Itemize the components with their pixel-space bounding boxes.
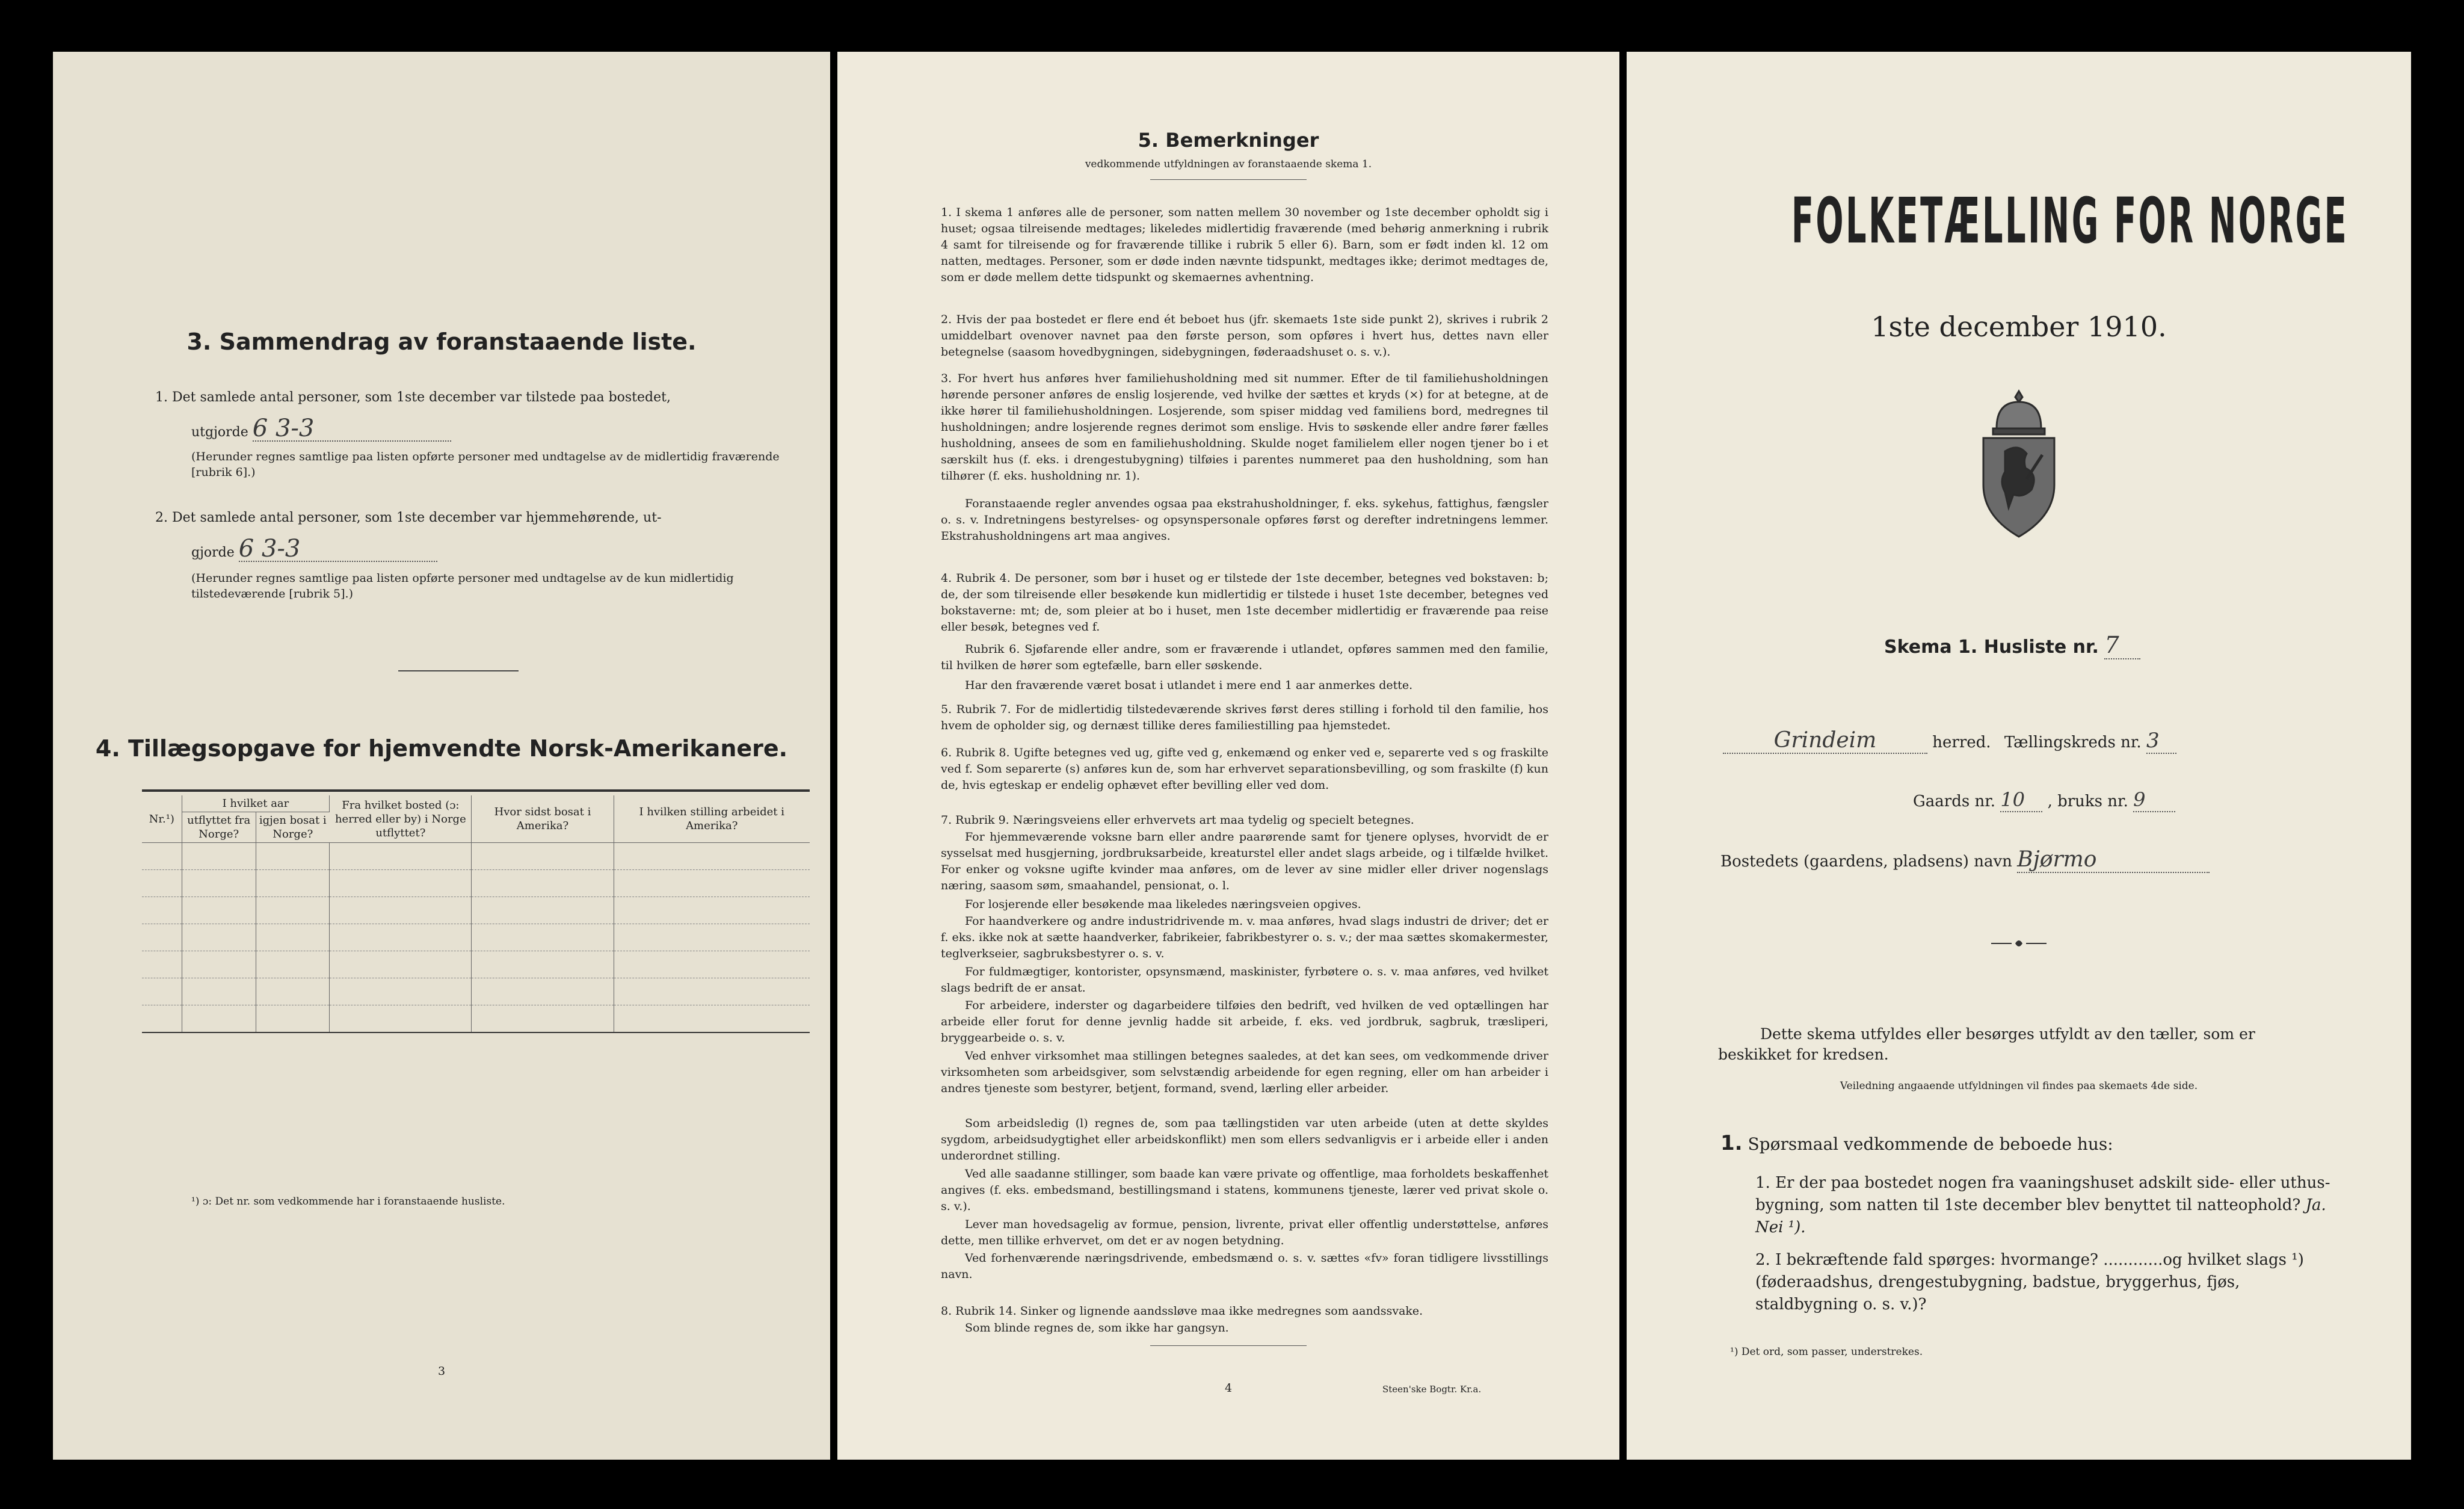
summary-item-2-line: [191, 537, 437, 562]
remarks-subtitle: vedkommende utfyldningen av foranstaaende skema 1.: [1085, 158, 1372, 170]
printer-imprint: Steen'ske Bogtr. Kr.a.: [1382, 1384, 1482, 1395]
herred-value: Grindeim: [1723, 728, 1927, 754]
husliste-number: 7: [2104, 632, 2140, 659]
table-row: [142, 924, 810, 951]
question-1: [1755, 1172, 2333, 1239]
herred-label: herred.: [1932, 733, 1991, 751]
divider: [398, 670, 519, 671]
veiledning-text: Veiledning angaaende utfyldningen vil findes paa skemaets 4de side.: [1840, 1080, 2198, 1092]
summary-item-1-note: (Herunder regnes samtlige paa listen opførte personer med undtagelse av de midlertidig fraværende [rubrik 6].): [191, 450, 780, 479]
col-year: I hvilket aar: [182, 795, 330, 812]
remark-1: 1. I skema 1 anføres alle de personer, som natten mellem 30 november og 1ste december opholdt sig i huset; ogsaa tilreisende medtages; likeledes midlertidig fraværende (med behørig anmerkning i rubrik 4 samt for tilreisende og for fraværende tillike i rubrik 5 eller 6). Barn, som er født inden kl. 12 om natten, medtages. Personer, som er døde inden nævnte tidspunkt, medtages ikke; derimot medtages de, som er døde mellem dette tidspunkt og skemaernes avhentning.: [941, 206, 1548, 284]
remark-7: 7. Rubrik 9. Næringsveiens eller erhvervets art maa tydelig og specielt betegnes.: [941, 813, 1414, 827]
remark-2: 2. Hvis der paa bostedet er flere end ét beboet hus (jfr. skemaets 1ste side punkt 2), skrives i rubrik 2 umiddelbart ovenover navnet paa den første person, som opføres i hvert hus, dettes navn eller betegnelse (saasom hovedbygningen, sidebygningen, føderaadshuset o. s. v.).: [941, 313, 1548, 359]
divider: [1150, 1345, 1307, 1346]
herred-line: [1723, 728, 2176, 754]
table-row: [142, 1005, 810, 1033]
page-4: [837, 52, 1619, 1460]
census-title-wrap: [1627, 184, 2411, 258]
gaard-line: [1913, 788, 2175, 812]
title-page: [1627, 52, 2411, 1460]
ornament-icon: [1989, 936, 2049, 951]
norway-coat-of-arms-icon: [1975, 389, 2063, 539]
footnote: ¹) ɔ: Det nr. som vedkommende har i foranstaaende husliste.: [191, 1196, 505, 1208]
col-returned: igjen bosat i Norge?: [256, 812, 330, 843]
skema-label: Skema 1. Husliste nr.: [1884, 637, 2099, 658]
intro-text: Dette skema utfyldes eller besørges utfyldt av den tæller, som er beskikket for kredsen.: [1718, 1025, 2255, 1063]
col-occupation: I hvilken stilling arbeidet i Amerika?: [614, 795, 810, 843]
remark-8: 8. Rubrik 14. Sinker og lignende aandssløve maa ikke medregnes som aandssvake.: [941, 1304, 1423, 1318]
norwegian-american-table: [142, 795, 810, 1033]
table-top-rule: [142, 789, 810, 792]
remark-3: 3. For hvert hus anføres hver familiehusholdning med sit nummer. Efter de til familiehusholdningen hørende personer anføres de enslig losjerende, ved hvilke der sættes et kryds (×) for at betegne, at de ikke hører til familiehusholdningen. Losjerende, som spiser middag ved familiens bord, medregnes til husholdningen; andre losjerende regnes derimot som enslige. Hvis to søskende eller andre fører fælles husholdning, ansees de som en familiehusholdning. Skulde noget familielem eller nogen tjener bo i et særskilt hus (f. eks. i drengestubygning) tilføies i parentes nummeret paa den husholdning, som han tilhører (f. eks. husholdning nr. 1).: [941, 372, 1548, 483]
bosted-line: [1720, 847, 2210, 873]
krets-label: Tællingskreds nr.: [2004, 733, 2142, 751]
summary-item-1-line: [191, 416, 451, 442]
bosted-label: Bostedets (gaardens, pladsens) navn: [1720, 853, 2012, 871]
summary-item-1: 1. Det samlede antal personer, som 1ste december var tilstede paa bostedet,: [155, 390, 671, 405]
table-row: [142, 843, 810, 870]
gaard-value: 10: [2000, 788, 2042, 812]
census-title: FOLKETÆLLING FOR NORGE: [1791, 184, 2349, 258]
footnote: ¹) Det ord, som passer, understrekes.: [1730, 1346, 1923, 1358]
table-row: [142, 870, 810, 897]
bruk-value: 9: [2133, 788, 2175, 812]
summary-item-1-value: 6 3-3: [253, 416, 451, 442]
remark-7i: Lever man hovedsagelig av formue, pension, livrente, privat eller offentlig understøttelse, anføres dette, men tillike erhvervet, om det er av nogen betydning.: [941, 1218, 1548, 1247]
remarks-title: 5. Bemerkninger: [1138, 129, 1319, 152]
question-1-text: 1. Er der paa bostedet nogen fra vaaningshuset adskilt side- eller uthus-bygning, som natten til 1ste december blev benyttet til natteophold?: [1755, 1174, 2330, 1214]
bruk-label: , bruks nr.: [2047, 792, 2128, 810]
question-heading-text: Spørsmaal vedkommende de beboede hus:: [1748, 1134, 2113, 1154]
summary-item-2: 2. Det samlede antal personer, som 1ste december var hjemmehørende, ut-: [155, 510, 662, 525]
remark-8b: Som blinde regnes de, som ikke har gangsyn.: [965, 1321, 1229, 1335]
summary-item-2-label: gjorde: [191, 545, 235, 560]
divider: [1150, 179, 1307, 180]
remark-4: 4. Rubrik 4. De personer, som bør i huset og er tilstede der 1ste december, betegnes ved bokstaven: b; de, der som tilreisende eller besøkende kun midlertidig er tilstede i huset 1ste december, betegnes ved bokstaverne: mt; de, som pleier at bo i huset, men 1ste december midlertidig er fraværende paa reise eller besøk, betegnes ved f.: [941, 572, 1548, 634]
question-2: 2. I bekræftende fald spørges: hvormange? ............og hvilket slags ¹) (føderaadshus, drengestubygning, badstue, bryggerhus, fjøs, staldbygning o. s. v.)?: [1755, 1251, 2304, 1313]
remark-7h: Ved alle saadanne stillinger, som baade kan være private og offentlige, maa forholdets beskaffenhet angives (f. eks. embedsmand, bestillingsmand i statens, kommunens tjeneste, lærer ved privat skole o. s. v.).: [941, 1167, 1548, 1213]
question-heading-number: 1.: [1720, 1131, 1743, 1155]
summary-item-1-label: utgjorde: [191, 425, 248, 440]
krets-value: 3: [2146, 729, 2176, 754]
remark-4b: Rubrik 6. Sjøfarende eller andre, som er fraværende i utlandet, opføres sammen med den familie, til hvilken de hører som egtefælle, barn eller søskende.: [941, 643, 1548, 672]
remark-7g: Som arbeidsledig (l) regnes de, som paa tællingstiden var uten arbeide (uten at dette skyldes sygdom, arbeidsudygtighet eller arbeidskonflikt) men som ellers sedvanligvis er i arbeide eller i anden underordnet stilling.: [941, 1117, 1548, 1162]
table-row: [142, 897, 810, 924]
remark-5: 5. Rubrik 7. For de midlertidig tilstedeværende skrives først deres stilling i forhold til den familie, hos hvem de opholder sig, og dernæst tillike deres familiestilling paa hjemstedet.: [941, 703, 1548, 732]
table-row: [142, 951, 810, 978]
gaard-label: Gaards nr.: [1913, 792, 1996, 810]
remark-7f: Ved enhver virksomhet maa stillingen betegnes saaledes, at det kan sees, om vedkommende driver virksomheten som arbeidsgiver, som selvstændig arbeidende for egen regning, eller om han arbeider i andres tjeneste som bestyrer, betjent, formand, svend, lærling eller arbeider.: [941, 1049, 1548, 1095]
page-number: 4: [1224, 1381, 1233, 1395]
remark-6: 6. Rubrik 8. Ugifte betegnes ved ug, gifte ved g, enkemænd og enker ved e, separerte ved s og fraskilte ved f. Som separerte (s) anføres kun de, som har erhvervet separationsbevilling, og som fraskilte (f) kun de, hvis egteskap er endelig ophævet efter bevilling eller ved dom.: [941, 746, 1548, 792]
remark-7b: For losjerende eller besøkende maa likeledes næringsveien opgives.: [965, 898, 1361, 911]
remark-4c: Har den fraværende været bosat i utlandet i mere end 1 aar anmerkes dette.: [965, 679, 1413, 692]
section-3-title: 3. Sammendrag av foranstaaende liste.: [186, 329, 697, 355]
page-number: 3: [437, 1365, 446, 1378]
col-last-residence: Hvor sidst bosat i Amerika?: [472, 795, 614, 843]
summary-item-2-value: 6 3-3: [239, 537, 437, 562]
remark-7a: For hjemmeværende voksne barn eller andre paarørende samt for tjenere oplyses, hvorvidt de er sysselsat med husgjerning, jordbruksarbeide, kreaturstel eller andet slags arbeide, og i tilfælde hvilket. For enker og voksne ugifte kvinder maa anføres, om de lever av sine midler eller driver nogenslags næring, saasom søm, smaahandel, pensionat, o. l.: [941, 830, 1548, 892]
remark-3b: Foranstaaende regler anvendes ogsaa paa ekstrahusholdninger, f. eks. sykehus, fattighus, fængsler o. s. v. Indretningens bestyrelses- og opsynspersonale opføres først og derefter indretningens lemmer. Ekstrahusholdningens art maa angives.: [941, 497, 1548, 543]
skema-line: [1884, 632, 2140, 659]
page-3: [53, 52, 830, 1460]
section-4-title: 4. Tillægsopgave for hjemvendte Norsk-Amerikanere.: [95, 735, 788, 762]
summary-item-2-note: (Herunder regnes samtlige paa listen opførte personer med undtagelse av de kun midlertidig tilstedeværende [rubrik 5].): [191, 572, 734, 600]
bosted-value: Bjørmo: [2017, 847, 2210, 873]
remark-7j: Ved forhenværende næringsdrivende, embedsmænd o. s. v. sættes «fv» foran tidligere livsstillings navn.: [941, 1251, 1548, 1281]
col-from: Fra hvilket bosted (ɔ: herred eller by) i Norge utflyttet?: [330, 795, 472, 843]
question-1-answer: Ja. Nei ¹).: [1755, 1196, 2326, 1236]
col-emigrated: utflyttet fra Norge?: [182, 812, 256, 843]
census-date: 1ste december 1910.: [1871, 310, 2167, 343]
table-row: [142, 978, 810, 1005]
col-nr: Nr.¹): [142, 795, 182, 843]
remark-7d: For fuldmægtiger, kontorister, opsynsmænd, maskinister, fyrbøtere o. s. v. maa anføres, ved hvilket slags bedrift de er ansat.: [941, 965, 1548, 995]
remark-7e: For arbeidere, inderster og dagarbeidere tilføies den bedrift, ved hvilken de ved optællingen har arbeide eller forut for denne jevnlig hadde sit arbeide, f. eks. ved jordbruk, sagbruk, træsliperi, bryggearbeide o. s. v.: [941, 999, 1548, 1045]
remark-7c: For haandverkere og andre industridrivende m. v. maa anføres, hvad slags industri de driver; det er f. eks. ikke nok at sætte haandverker, fabrikeier, fabrikbestyrer o. s. v.; der maa sættes skomakermester, teglverkseier, sagbruksbestyrer o. s. v.: [941, 915, 1548, 960]
question-heading: [1720, 1131, 2113, 1155]
